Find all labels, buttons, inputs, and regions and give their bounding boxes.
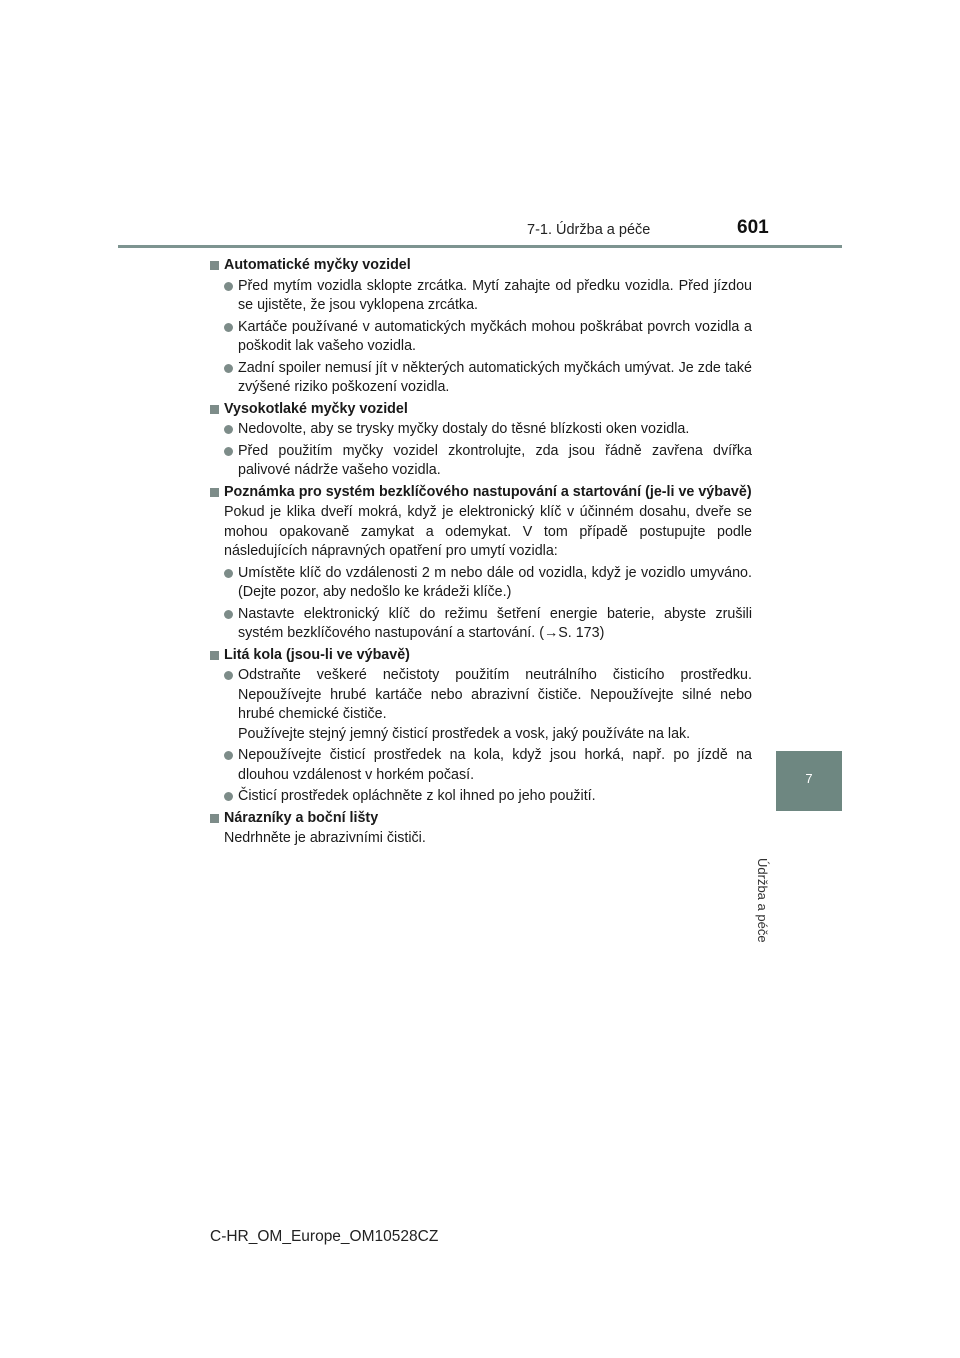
circle-bullet-icon xyxy=(224,323,233,332)
circle-bullet-icon xyxy=(224,610,233,619)
section-heading xyxy=(210,256,752,276)
section-heading xyxy=(210,400,752,420)
section-title: Poznámka pro systém bezklíčového nastupování a startování (je-li ve výbavě) xyxy=(224,483,752,500)
header-section-title: 7-1. Údržba a péče xyxy=(527,222,651,238)
section-heading xyxy=(210,646,752,666)
bullet-text: Před použitím myčky vozidel zkontrolujte, zda jsou řádně zavřena dvířka palivové nádrže vašeho vozidla. xyxy=(238,442,752,478)
bullet-item xyxy=(210,420,752,440)
bullet-item xyxy=(210,787,752,807)
section-title: Vysokotlaké myčky vozidel xyxy=(224,400,408,417)
footer-doc-id: C-HR_OM_Europe_OM10528CZ xyxy=(210,1228,439,1245)
bullet-item xyxy=(210,746,752,785)
bullet-item xyxy=(210,605,752,644)
header-rule xyxy=(118,245,842,248)
section-title: Automatické myčky vozidel xyxy=(224,257,411,273)
chapter-tab xyxy=(776,751,842,811)
square-bullet-icon xyxy=(210,261,219,270)
circle-bullet-icon xyxy=(224,671,233,680)
bullet-item xyxy=(210,564,752,603)
bullet-text: Zadní spoiler nemusí jít v některých automatických myčkách umývat. Je zde také zvýšené riziko poškození vozidla. xyxy=(238,359,752,395)
chapter-side-label: Údržba a péče xyxy=(755,858,770,943)
section-heading xyxy=(210,809,752,829)
circle-bullet-icon xyxy=(224,751,233,760)
bullet-text: Čisticí prostředek opláchněte z kol ihned po jeho použití. xyxy=(238,788,596,804)
page-content xyxy=(210,254,752,851)
bullet-text: Nepoužívejte čisticí prostředek na kola, když jsou horká, např. po jízdě na dlouhou vzdálenost v horkém počasí. xyxy=(238,747,752,783)
bullet-text: Umístěte klíč do vzdálenosti 2 m nebo dále od vozidla, když je vozidlo umyváno. (Dejte pozor, aby nedošlo ke krádeži klíče.) xyxy=(238,564,752,600)
bullet-text: Odstraňte veškeré nečistoty použitím neutrálního čisticího prostředku. Nepoužívejte hrubé kartáče nebo abrazivní čističe. Nepoužívejte silné nebo hrubé chemické čističe. xyxy=(238,667,752,722)
bullet-text: Kartáče používané v automatických myčkách mohou poškrábat povrch vozidla a poškodit lak vašeho vozidla. xyxy=(238,318,752,354)
section-title: Litá kola (jsou-li ve výbavě) xyxy=(224,646,410,663)
bullet-extra-text: Používejte stejný jemný čisticí prostředek a vosk, jaký používáte na lak. xyxy=(238,725,691,742)
bullet-item xyxy=(210,318,752,357)
section-heading xyxy=(210,483,752,503)
bullet-text: Před mytím vozidla sklopte zrcátka. Mytí zahajte od předku vozidla. Před jízdou se ujistěte, že jsou vyklopena zrcátka. xyxy=(238,277,752,313)
paragraph: Pokud je klika dveří mokrá, když je elektronický klíč v účinném dosahu, dveře se mohou opakovaně zamykat a odemykat. V tom případě postupujte podle následujících nápravných opatření pro umytí vozidla: xyxy=(224,504,752,559)
bullet-text: Nastavte elektronický klíč do režimu šetření energie baterie, abyste zrušili systém bezklíčového nastupování a startování. (→S. 173) xyxy=(238,605,752,641)
bullet-item xyxy=(210,442,752,481)
square-bullet-icon xyxy=(210,814,219,823)
square-bullet-icon xyxy=(210,488,219,497)
circle-bullet-icon xyxy=(224,282,233,291)
circle-bullet-icon xyxy=(224,447,233,456)
bullet-text: Nedovolte, aby se trysky myčky dostaly do těsné blízkosti oken vozidla. xyxy=(238,421,690,437)
page-number: 601 xyxy=(737,217,769,238)
chapter-number: 7 xyxy=(805,771,813,786)
square-bullet-icon xyxy=(210,651,219,660)
bullet-item xyxy=(210,277,752,316)
circle-bullet-icon xyxy=(224,569,233,578)
circle-bullet-icon xyxy=(224,425,233,434)
square-bullet-icon xyxy=(210,405,219,414)
section-title: Nárazníky a boční lišty xyxy=(224,809,379,826)
circle-bullet-icon xyxy=(224,792,233,801)
bullet-item xyxy=(210,666,752,744)
paragraph: Nedrhněte je abrazivními čističi. xyxy=(224,830,426,846)
bullet-item xyxy=(210,359,752,398)
circle-bullet-icon xyxy=(224,364,233,373)
